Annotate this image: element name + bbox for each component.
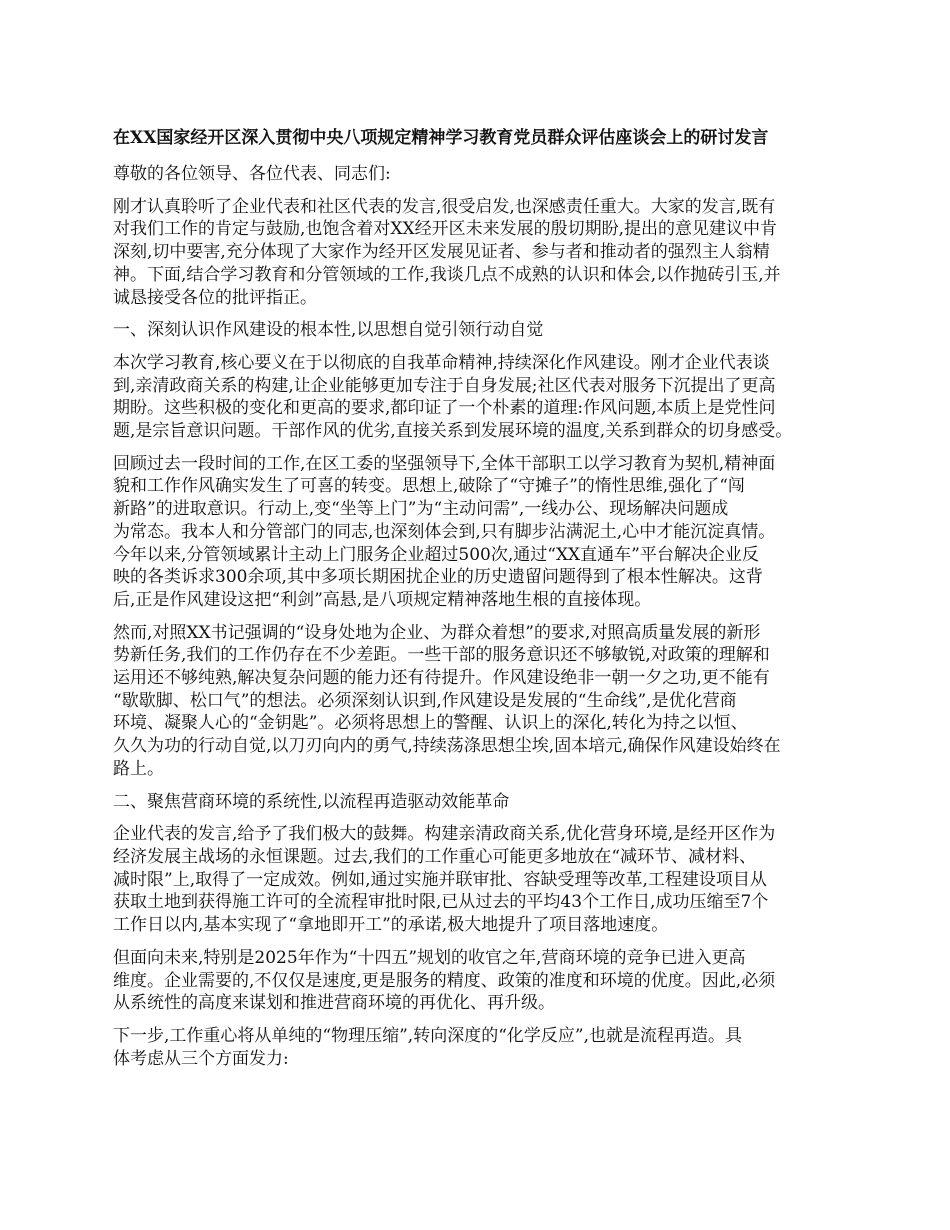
text-line: 经济发展主战场的永恒课题。过去,我们的工作重心可能更多地放在“减环节、减材料、 [113, 846, 757, 867]
paragraph [113, 1025, 853, 1070]
text-line: 久久为功的行动自觉,以刀刃向内的勇气,持续荡涤思想尘埃,固本培元,确保作风建设始终在 [113, 736, 781, 757]
text-line: 减时限”上,取得了一定成效。例如,通过实施并联审批、容缺受理等改革,工程建设项目从 [113, 869, 767, 890]
text-line: 为常态。我本人和分管部门的同志,也深刻体会到,只有脚步沾满泥土,心中才能沉淀真情。 [113, 521, 776, 542]
text-line: 貌和工作作风确实发生了可喜的转变。思想上,破除了“守摊子”的惰性思维,强化了“闯 [113, 476, 745, 497]
text-line: 回顾过去一段时间的工作,在区工委的坚强领导下,全体干部职工以学习教育为契机,精神面 [113, 453, 776, 474]
text-line: “歇歇脚、松口气”的想法。必须深刻认识到,作风建设是发展的“生命线”,是优化营商 [113, 690, 737, 711]
paragraph [113, 947, 853, 1015]
text-line: 期盼。这些积极的变化和更高的要求,都印证了一个朴素的道理:作风问题,本质上是党性问 [113, 398, 776, 419]
document-title: 在XX国家经开区深入贯彻中央八项规定精神学习教育党员群众评估座谈会上的研讨发言 [113, 128, 769, 148]
text-line: 体考虑从三个方面发力: [113, 1048, 289, 1069]
text-line: 企业代表的发言,给予了我们极大的鼓舞。构建亲清政商关系,优化营身环境,是经开区作为 [113, 824, 776, 845]
paragraph [113, 823, 853, 937]
text-line: 本次学习教育,核心要义在于以彻底的自我革命精神,持续深化作风建设。刚才企业代表谈 [113, 352, 770, 373]
text-line: 路上。 [113, 758, 164, 779]
text-line: 下一步,工作重心将从单纯的“物理压缩”,转向深度的“化学反应”,也就是流程再造。具 [113, 1025, 742, 1046]
text-line: 后,正是作风建设这把“利剑”高悬,是八项规定精神落地生根的直接体现。 [113, 589, 652, 610]
text-line: 一、深刻认识作风建设的根本性,以思想自觉引领行动自觉 [113, 320, 544, 341]
text-line: 今年以来,分管领域累计主动上门服务企业超过500次,通过“XX直通车”平台解决企业反 [113, 544, 759, 565]
document-body [113, 163, 853, 1070]
text-line: 运用还不够纯熟,解决复杂问题的能力还有待提升。作风建设绝非一朝一夕之功,更不能有 [113, 668, 770, 689]
text-line: 势新任务,我们的工作仍存在不少差距。一些干部的服务意识还不够敏锐,对政策的理解和 [113, 645, 770, 666]
paragraph [113, 352, 853, 443]
text-line: 但面向未来,特别是2025年作为“十四五”规划的收官之年,营商环境的竞争已进入更高 [113, 947, 746, 968]
text-line: 从系统性的高度来谋划和推进营商环境的再优化、再升级。 [113, 993, 555, 1014]
paragraph [113, 196, 853, 310]
text-line: 维度。企业需要的,不仅仅是速度,更是服务的精度、政策的准度和环境的优度。因此,必须 [113, 970, 776, 991]
text-line: 刚才认真聆听了企业代表和社区代表的发言,很受启发,也深感责任重大。大家的发言,既有 [113, 196, 776, 217]
text-line: 尊敬的各位领导、各位代表、同志们: [113, 164, 391, 184]
salutation [113, 163, 853, 186]
text-line: 工作日以内,基本实现了“拿地即开工”的承诺,极大地提升了项目落地速度。 [113, 915, 669, 936]
text-line: 深刻,切中要害,充分体现了大家作为经开区发展见证者、参与者和推动者的强烈主人翁精 [113, 242, 770, 263]
text-line: 诚恳接受各位的批评指正。 [113, 287, 317, 308]
section-heading [113, 319, 853, 342]
section-heading [113, 791, 853, 814]
text-line: 到,亲清政商关系的构建,让企业能够更加专注于自身发展;社区代表对服务下沉提出了更高 [113, 375, 776, 396]
paragraph [113, 453, 853, 612]
paragraph [113, 622, 853, 781]
text-line: 神。下面,结合学习教育和分管领域的工作,我谈几点不成熟的认识和体会,以作抛砖引玉,并 [113, 264, 781, 285]
text-line: 新路”的进取意识。行动上,变“坐等上门”为“主动问需”,一线办公、现场解决问题成 [113, 499, 729, 520]
document-page [113, 126, 853, 1080]
text-line: 获取土地到获得施工许可的全流程审批时限,已从过去的平均43个工作日,成功压缩至7个 [113, 892, 769, 913]
text-line: 然而,对照XX书记强调的“设身处地为企业、为群众着想”的要求,对照高质量发展的新形 [113, 622, 761, 643]
text-line: 二、聚焦营商环境的系统性,以流程再造驱动效能革命 [113, 791, 510, 812]
text-line: 对我们工作的肯定与鼓励,也饱含着对XX经开区未来发展的殷切期盼,提出的意见建议中肯 [113, 219, 778, 240]
text-line: 映的各类诉求300余项,其中多项长期困扰企业的历史遗留问题得到了根本性解决。这背 [113, 567, 763, 588]
text-line: 题,是宗旨意识问题。干部作风的优劣,直接关系到发展环境的温度,关系到群众的切身感受。 [113, 421, 793, 442]
text-line: 环境、凝聚人心的“金钥匙”。必须将思想上的警醒、认识上的深化,转化为持之以恒、 [113, 713, 748, 734]
